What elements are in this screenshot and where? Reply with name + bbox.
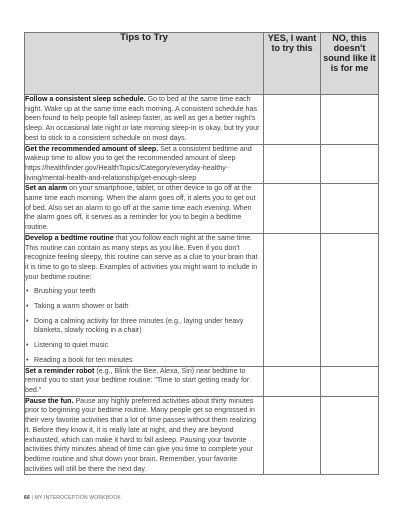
- list-item: • Brushing your teeth: [25, 287, 263, 297]
- book-title: MY INTEROCEPTION WORKBOOK: [34, 495, 121, 501]
- list-item: • Taking a warm shower or bath: [25, 302, 263, 312]
- tip-text: that you follow each night at the same time. This routine can contain as many steps as you like. Even if you don't recognize feeling sleepy, this routine can serve as a clue to your brain that it is time to go to sleep. Examples of activities you might want to include in your bedtime routine:: [25, 233, 258, 281]
- no-checkbox-cell[interactable]: [321, 184, 379, 234]
- no-checkbox-cell[interactable]: [321, 396, 379, 475]
- tip-text: Set a consistent bedtime and wakeup time to allow you to get the recommended amount of sleep https://healthfinder.gov/HealthTopics/Category/everyday-healthy-living/mental-health-and-relationship/get-enough-sleep: [25, 144, 252, 182]
- page-number: 66: [24, 495, 30, 501]
- yes-checkbox-cell[interactable]: [264, 144, 321, 184]
- list-item: • Doing a calming activity for three minutes (e.g., laying under heavy blankets, slowly rocking in a chair): [25, 317, 263, 336]
- tip-cell: [25, 184, 264, 234]
- tip-text: Go to bed at the same time each night. Wake up at the same time each morning. A consistent schedule has been found to help people fall asleep faster, as well as get a better night's sleep. An occasional late night or late morning sleep-in is okay, but try your best to stick to a consistent schedule on most days.: [25, 95, 260, 142]
- no-checkbox-cell[interactable]: [321, 144, 379, 184]
- tip-cell: [25, 396, 264, 475]
- tip-title: Pause the fun.: [25, 396, 74, 405]
- tip-cell: [25, 366, 264, 396]
- no-checkbox-cell[interactable]: [321, 366, 379, 396]
- list-item: • Listening to quiet music: [25, 341, 263, 351]
- tip-text: . When the alarm goes off, it serves as a reminder for you to begin a bedtime routine.: [25, 203, 252, 232]
- tips-table: [24, 32, 379, 475]
- yes-checkbox-cell[interactable]: [264, 366, 321, 396]
- tip-text: (e.g., Blink the Bee, Alexa, Siri) near bedtime to remind you to start your bedtime routine: "Time to start getting ready for bed.": [25, 366, 250, 394]
- table-row: [25, 396, 379, 475]
- table-row: [25, 144, 379, 184]
- tip-title: Set an alarm: [25, 184, 68, 193]
- no-column-header: NO, this doesn't sound like it is for me: [321, 33, 379, 95]
- tip-cell: [25, 144, 264, 184]
- yes-checkbox-cell[interactable]: [264, 184, 321, 234]
- no-checkbox-cell[interactable]: [321, 233, 379, 366]
- yes-checkbox-cell[interactable]: [264, 95, 321, 145]
- activity-list: [25, 287, 263, 365]
- no-checkbox-cell[interactable]: [321, 95, 379, 145]
- tip-text: Pause any highly preferred activities about thirty minutes prior to beginning your bedtime routine. Many people get so engrossed in their very favorite activities that a lot of time passes without them realizing it. Before they know it, it is really late at night, and they are beyond exhausted, which can make it hard to fall asleep. Pausing your favorite activities thirty minutes ahead of time can give you time to complete your bedtime routine and shut down your brain. Remember, your favorite activities will still be there the next day.: [25, 396, 257, 473]
- tip-title: Follow a consistent sleep schedule.: [25, 95, 146, 103]
- tips-column-header: Tips to Try: [25, 33, 264, 95]
- table-row: [25, 233, 379, 366]
- table-header-row: [25, 33, 379, 95]
- yes-column-header: YES, I want to try this: [264, 33, 321, 95]
- tip-cell: [25, 95, 264, 145]
- yes-checkbox-cell[interactable]: [264, 233, 321, 366]
- footer-separator: |: [29, 495, 35, 501]
- tip-title: Set a reminder robot: [25, 366, 95, 375]
- tip-text: on your smartphone, tablet, or other device to go off at the same time each morning. When the alarm goes off, it alerts you to get out of bed. Also set an alarm to go off at the same time each: [25, 184, 256, 212]
- tip-cell: [25, 233, 264, 366]
- page-footer: [24, 495, 121, 501]
- list-item: • Reading a book for ten minutes: [25, 356, 263, 366]
- table-row: [25, 184, 379, 234]
- tip-emphasis: evening: [204, 203, 230, 212]
- tip-title: Get the recommended amount of sleep.: [25, 144, 159, 153]
- table-row: [25, 366, 379, 396]
- yes-checkbox-cell[interactable]: [264, 396, 321, 475]
- tip-title: Develop a bedtime routine: [25, 233, 114, 242]
- table-row: [25, 95, 379, 145]
